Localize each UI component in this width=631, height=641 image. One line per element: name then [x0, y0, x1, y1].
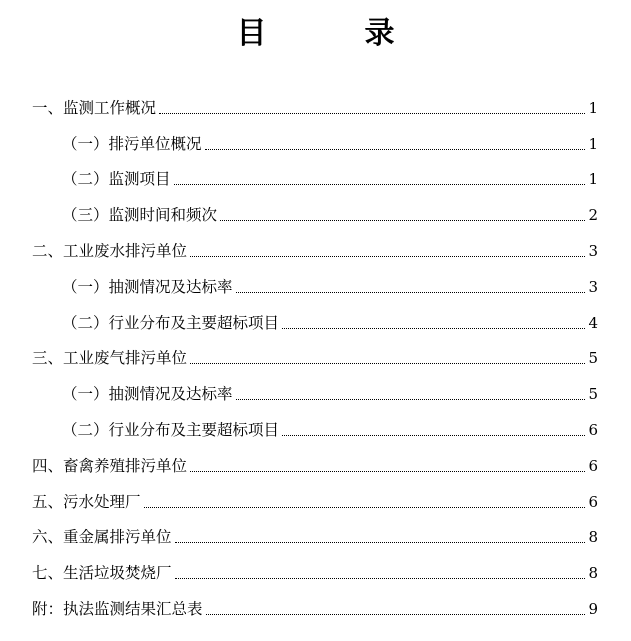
toc-dot-leader — [190, 362, 585, 364]
toc-entry-page-number: 2 — [588, 206, 598, 225]
toc-dot-leader — [236, 291, 586, 293]
toc-entry-page-number: 1 — [588, 98, 598, 117]
toc-dot-leader — [190, 470, 585, 472]
toc-entry[interactable] — [32, 227, 598, 263]
toc-entry-page-number: 9 — [588, 599, 598, 618]
page-title: 目 录 — [236, 16, 429, 51]
toc-entry[interactable] — [32, 120, 598, 156]
toc-entry-label: （二）监测项目 — [62, 170, 171, 189]
toc-dot-leader — [174, 183, 586, 185]
toc-entry-page-number: 6 — [588, 492, 598, 511]
toc-entry-page-number: 1 — [588, 134, 598, 153]
toc-dot-leader — [236, 398, 586, 400]
toc-entry-page-number: 3 — [588, 277, 598, 296]
toc-entry-label: 七、生活垃圾焚烧厂 — [32, 564, 172, 583]
toc-entry-label: 四、畜禽养殖排污单位 — [32, 456, 188, 475]
toc-entry[interactable] — [32, 263, 598, 299]
table-of-contents — [32, 84, 598, 621]
toc-entry-label: 一、监测工作概况 — [32, 98, 157, 117]
toc-entry-label: （二）行业分布及主要超标项目 — [62, 313, 280, 332]
toc-entry-label: （二）行业分布及主要超标项目 — [62, 420, 280, 439]
toc-entry-page-number: 4 — [588, 313, 598, 332]
toc-entry[interactable] — [32, 156, 598, 192]
toc-entry[interactable] — [32, 442, 598, 478]
toc-dot-leader — [282, 434, 585, 436]
toc-entry-label: 五、污水处理厂 — [32, 492, 141, 511]
toc-entry[interactable] — [32, 299, 598, 335]
toc-entry[interactable] — [32, 585, 598, 621]
toc-entry-page-number: 6 — [588, 456, 598, 475]
toc-dot-leader — [175, 541, 586, 543]
toc-entry-page-number: 1 — [588, 170, 598, 189]
toc-entry-label: （一）排污单位概况 — [62, 134, 202, 153]
toc-entry[interactable] — [32, 370, 598, 406]
toc-entry-label: （一）抽测情况及达标率 — [62, 385, 233, 404]
toc-entry[interactable] — [32, 478, 598, 514]
toc-entry-label: （三）监测时间和频次 — [62, 206, 218, 225]
toc-dot-leader — [144, 506, 586, 508]
toc-entry-page-number: 5 — [588, 349, 598, 368]
toc-entry[interactable] — [32, 335, 598, 371]
toc-dot-leader — [206, 613, 586, 615]
toc-entry-page-number: 6 — [588, 420, 598, 439]
toc-entry-label: 二、工业废水排污单位 — [32, 241, 188, 260]
toc-entry-label: 附：执法监测结果汇总表 — [32, 599, 203, 618]
toc-entry-label: （一）抽测情况及达标率 — [62, 277, 233, 296]
toc-entry[interactable] — [32, 84, 598, 120]
toc-dot-leader — [220, 219, 585, 221]
toc-entry-page-number: 5 — [588, 385, 598, 404]
toc-dot-leader — [282, 327, 585, 329]
toc-entry-label: 三、工业废气排污单位 — [32, 349, 188, 368]
toc-entry-page-number: 3 — [588, 241, 598, 260]
toc-entry-label: 六、重金属排污单位 — [32, 528, 172, 547]
toc-entry-page-number: 8 — [588, 528, 598, 547]
toc-dot-leader — [175, 577, 586, 579]
toc-entry[interactable] — [32, 406, 598, 442]
toc-entry[interactable] — [32, 549, 598, 585]
toc-entry[interactable] — [32, 514, 598, 550]
toc-dot-leader — [205, 148, 586, 150]
toc-entry-page-number: 8 — [588, 564, 598, 583]
toc-entry[interactable] — [32, 191, 598, 227]
toc-dot-leader — [159, 112, 585, 114]
toc-dot-leader — [190, 255, 585, 257]
